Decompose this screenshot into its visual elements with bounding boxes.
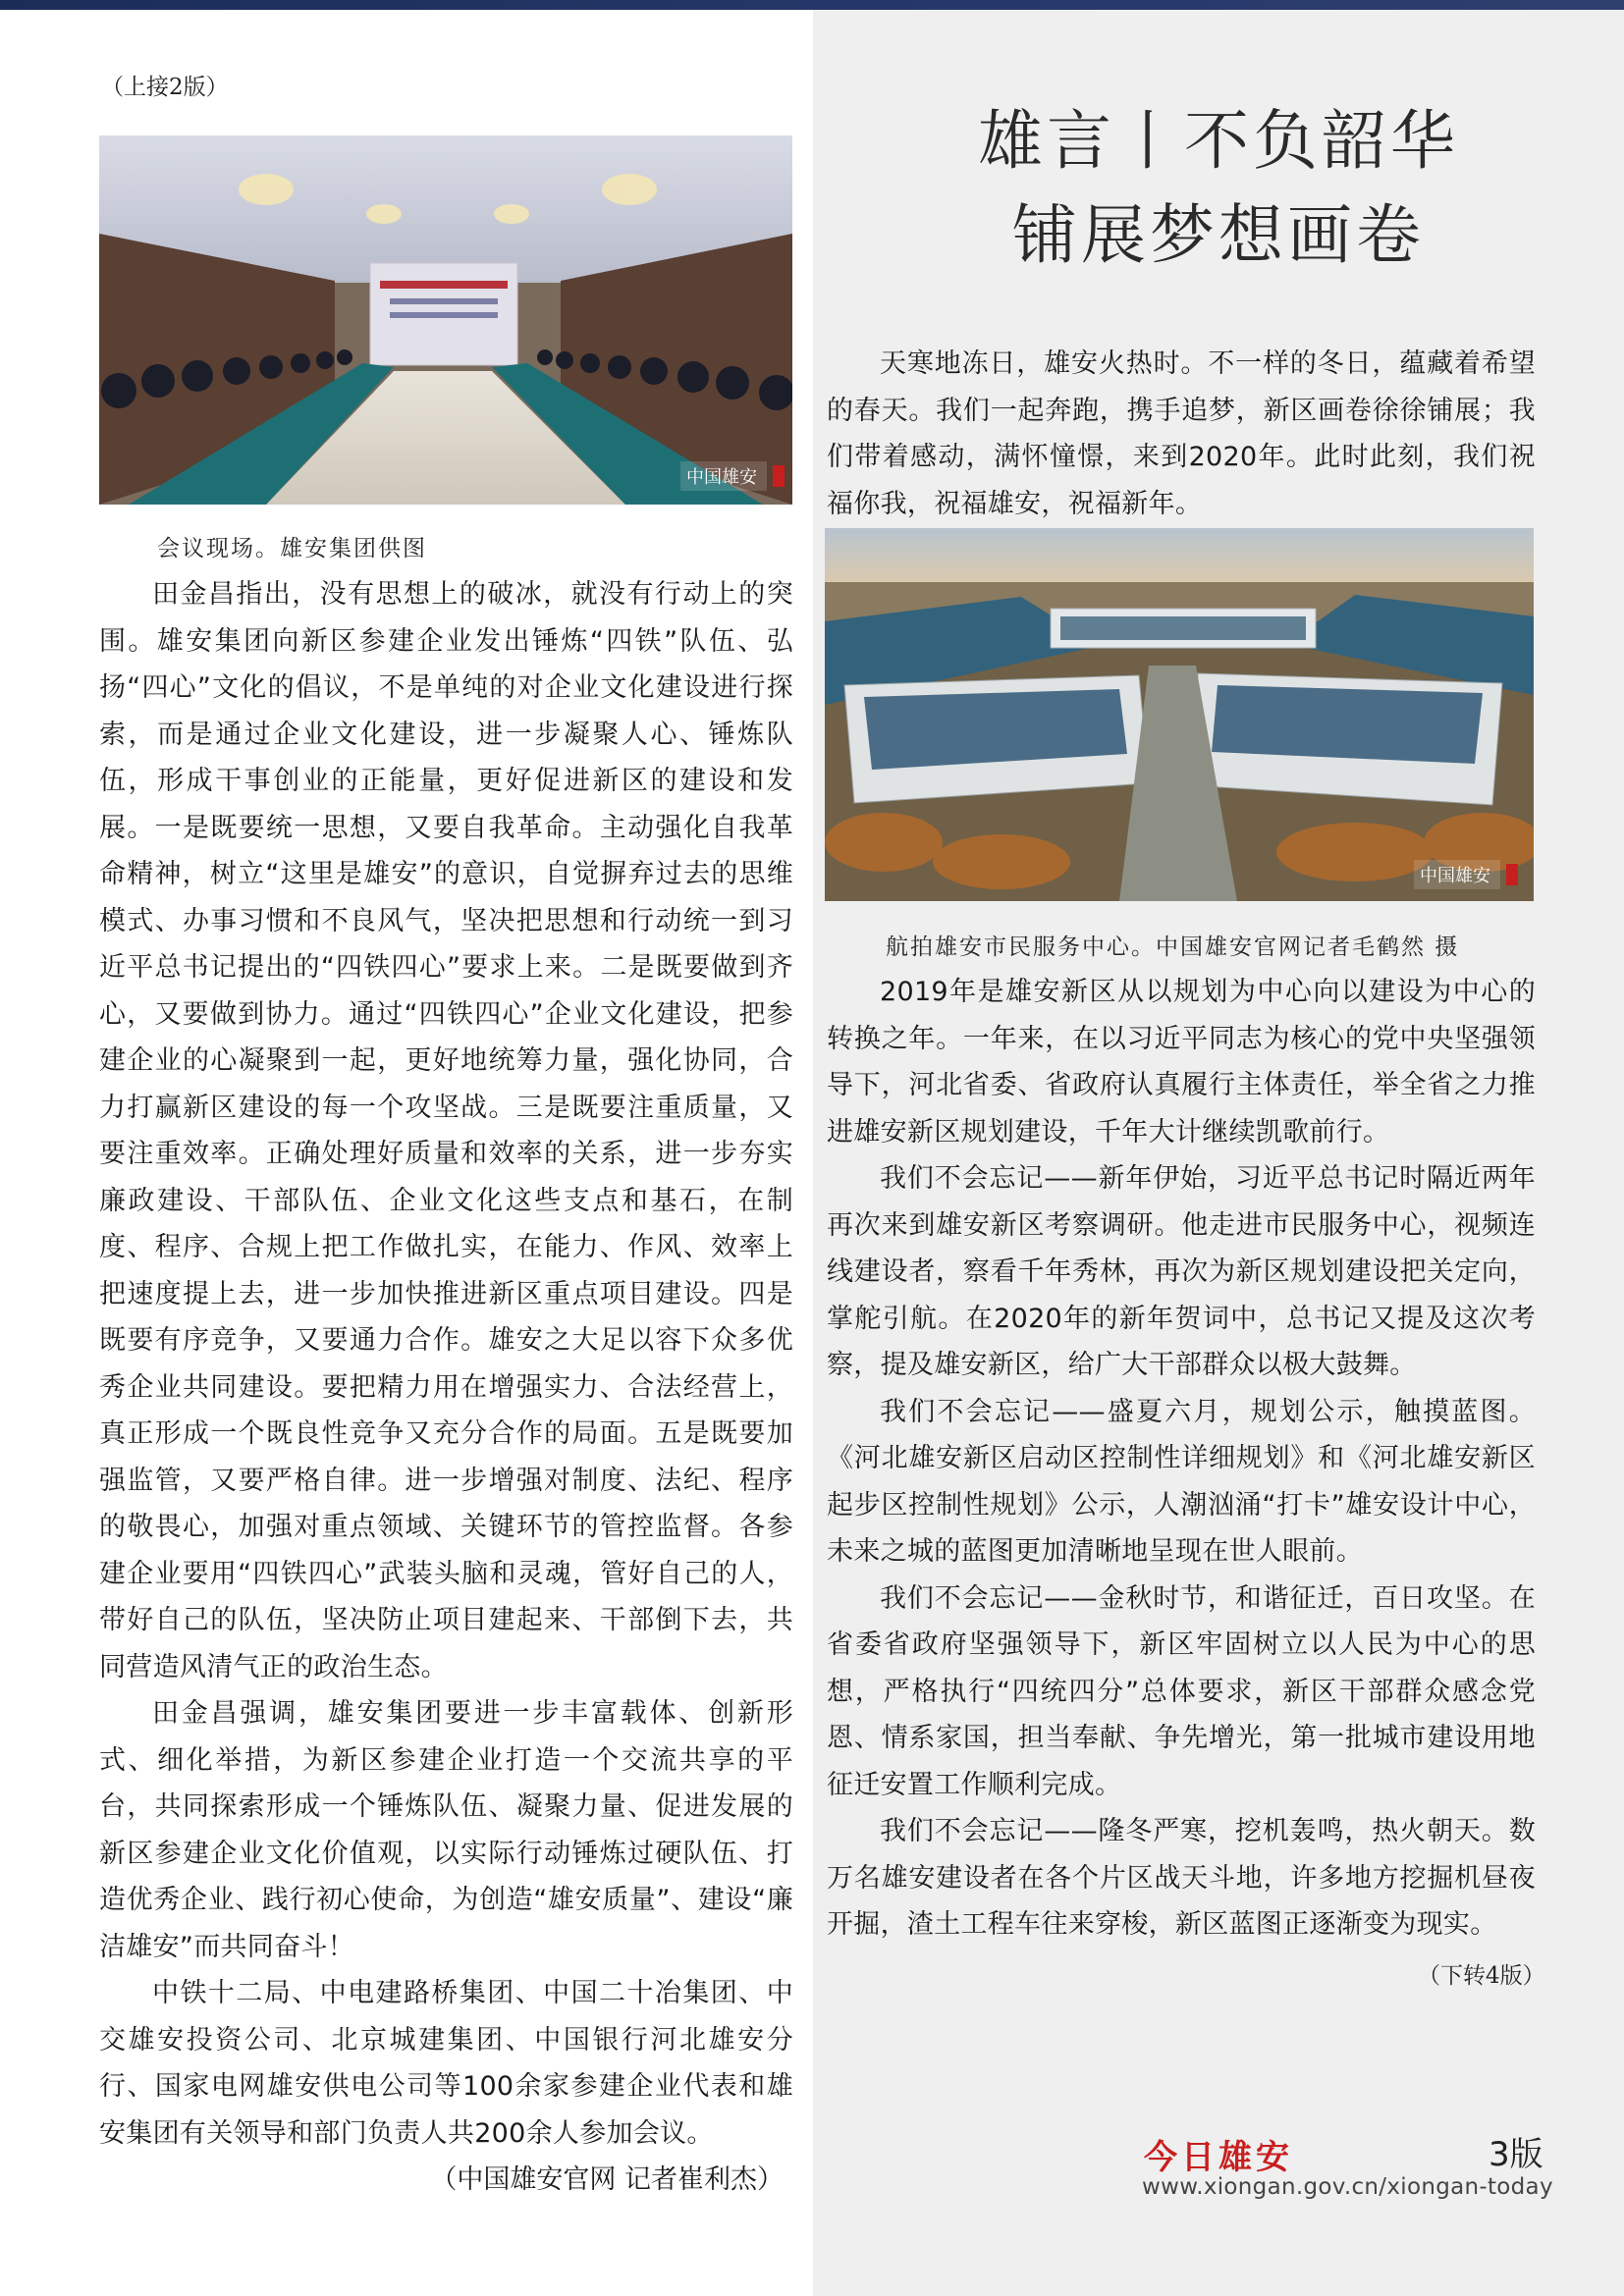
right-article	[827, 969, 1536, 1949]
page-number: 3版	[1489, 2135, 1543, 2174]
right-paragraph-2: 我们不会忘记——新年伊始，习近平总书记时隔近两年再次来到雄安新区考察调研。他走进市民服务中心，视频连线建设者，察看千年秀林，再次为新区规划建设把关定向，掌舵引航。在2020年的新年贺词中，总书记又提及这次考察，提及雄安新区，给广大干部群众以极大鼓舞。	[827, 1163, 1536, 1380]
continued-to-label: （下转4版）	[1418, 1963, 1545, 1989]
left-article	[99, 571, 793, 2204]
right-intro	[827, 341, 1536, 527]
right-paragraph-3: 我们不会忘记——盛夏六月，规划公示，触摸蓝图。《河北雄安新区启动区控制性详细规划》和《河北雄安新区起步区控制性规划》公示，人潮汹涌“打卡”雄安设计中心，未来之城的蓝图更加清晰地呈现在世人眼前。	[827, 1396, 1536, 1567]
headline-line-2: 铺展梦想画卷	[1012, 197, 1425, 273]
aerial-photo-watermark: 中国雄安	[1420, 866, 1490, 886]
meeting-photo-caption: 会议现场。雄安集团供图	[157, 536, 427, 561]
continued-from-label: （上接2版）	[101, 75, 229, 100]
top-bar	[0, 0, 1624, 10]
publication-logo: 今日雄安	[1144, 2138, 1293, 2177]
headline-line-1: 雄言丨不负韶华	[978, 103, 1459, 179]
right-paragraph-1: 2019年是雄安新区从以规划为中心向以建设为中心的转换之年。一年来，在以习近平同志为核心的党中央坚强领导下，河北省委、省政府认真履行主体责任，举全省之力推进雄安新区规划建设，千年大计继续凯歌前行。	[827, 977, 1536, 1148]
aerial-photo-caption: 航拍雄安市民服务中心。中国雄安官网记者毛鹤然 摄	[886, 934, 1460, 960]
right-paragraph-5: 我们不会忘记——隆冬严寒，挖机轰鸣，热火朝天。数万名雄安建设者在各个片区战天斗地，许多地方挖掘机昼夜开掘，渣土工程车往来穿梭，新区蓝图正逐渐变为现实。	[827, 1816, 1536, 1940]
site-url[interactable]: www.xiongan.gov.cn/xiongan-today	[1142, 2174, 1553, 2200]
left-paragraph-2: 田金昌强调，雄安集团要进一步丰富载体、创新形式、细化举措，为新区参建企业打造一个交流共享的平台，共同探索形成一个锤炼队伍、凝聚力量、促进发展的新区参建企业文化价值观，以实际行动锤炼过硬队伍、打造优秀企业、践行初心使命，为创造“雄安质量”、建设“廉洁雄安”而共同奋斗！	[99, 1698, 793, 1962]
left-byline: （中国雄安官网 记者崔利杰）	[430, 2164, 784, 2195]
right-paragraph-4: 我们不会忘记——金秋时节，和谐征迁，百日攻坚。在省委省政府坚强领导下，新区牢固树立以人民为中心的思想，严格执行“四统四分”总体要求，新区干部群众感念党恩、情系家国，担当奉献、争先增光，第一批城市建设用地征迁安置工作顺利完成。	[827, 1582, 1536, 1800]
photo-watermark: 中国雄安	[686, 467, 757, 488]
meeting-photo	[99, 135, 792, 505]
left-paragraph-3: 中铁十二局、中电建路桥集团、中国二十冶集团、中交雄安投资公司、北京城建集团、中国银行河北雄安分行、国家电网雄安供电公司等100余家参建企业代表和雄安集团有关领导和部门负责人共200余人参加会议。	[99, 1978, 793, 2149]
aerial-photo	[825, 528, 1534, 901]
intro-paragraph: 天寒地冻日，雄安火热时。不一样的冬日，蕴藏着希望的春天。我们一起奔跑，携手追梦，新区画卷徐徐铺展；我们带着感动，满怀憧憬，来到2020年。此时此刻，我们祝福你我，祝福雄安，祝福新年。	[827, 348, 1536, 519]
left-paragraph-1: 田金昌指出，没有思想上的破冰，就没有行动上的突围。雄安集团向新区参建企业发出锤炼“四铁”队伍、弘扬“四心”文化的倡议，不是单纯的对企业文化建设进行探索，而是通过企业文化建设，进一步凝聚人心、锤炼队伍，形成干事创业的正能量，更好促进新区的建设和发展。一是既要统一思想，又要自我革命。主动强化自我革命精神，树立“这里是雄安”的意识，自觉摒弃过去的思维模式、办事习惯和不良风气，坚决把思想和行动统一到习近平总书记提出的“四铁四心”要求上来。二是既要做到齐心，又要做到协力。通过“四铁四心”企业文化建设，把参建企业的心凝聚到一起，更好地统筹力量，强化协同，合力打赢新区建设的每一个攻坚战。三是既要注重质量，又要注重效率。正确处理好质量和效率的关系，进一步夯实廉政建设、干部队伍、企业文化这些支点和基石，在制度、程序、合规上把工作做扎实，在能力、作风、效率上把速度提上去，进一步加快推进新区重点项目建设。四是既要有序竞争，又要通力合作。雄安之大足以容下众多优秀企业共同建设。要把精力用在增强实力、合法经营上，真正形成一个既良性竞争又充分合作的局面。五是既要加强监管，又要严格自律。进一步增强对制度、法纪、程序的敬畏心，加强对重点领域、关键环节的管控监督。各参建企业要用“四铁四心”武装头脑和灵魂，管好自己的人，带好自己的队伍，坚决防止项目建起来、干部倒下去，共同营造风清气正的政治生态。	[99, 579, 793, 1682]
